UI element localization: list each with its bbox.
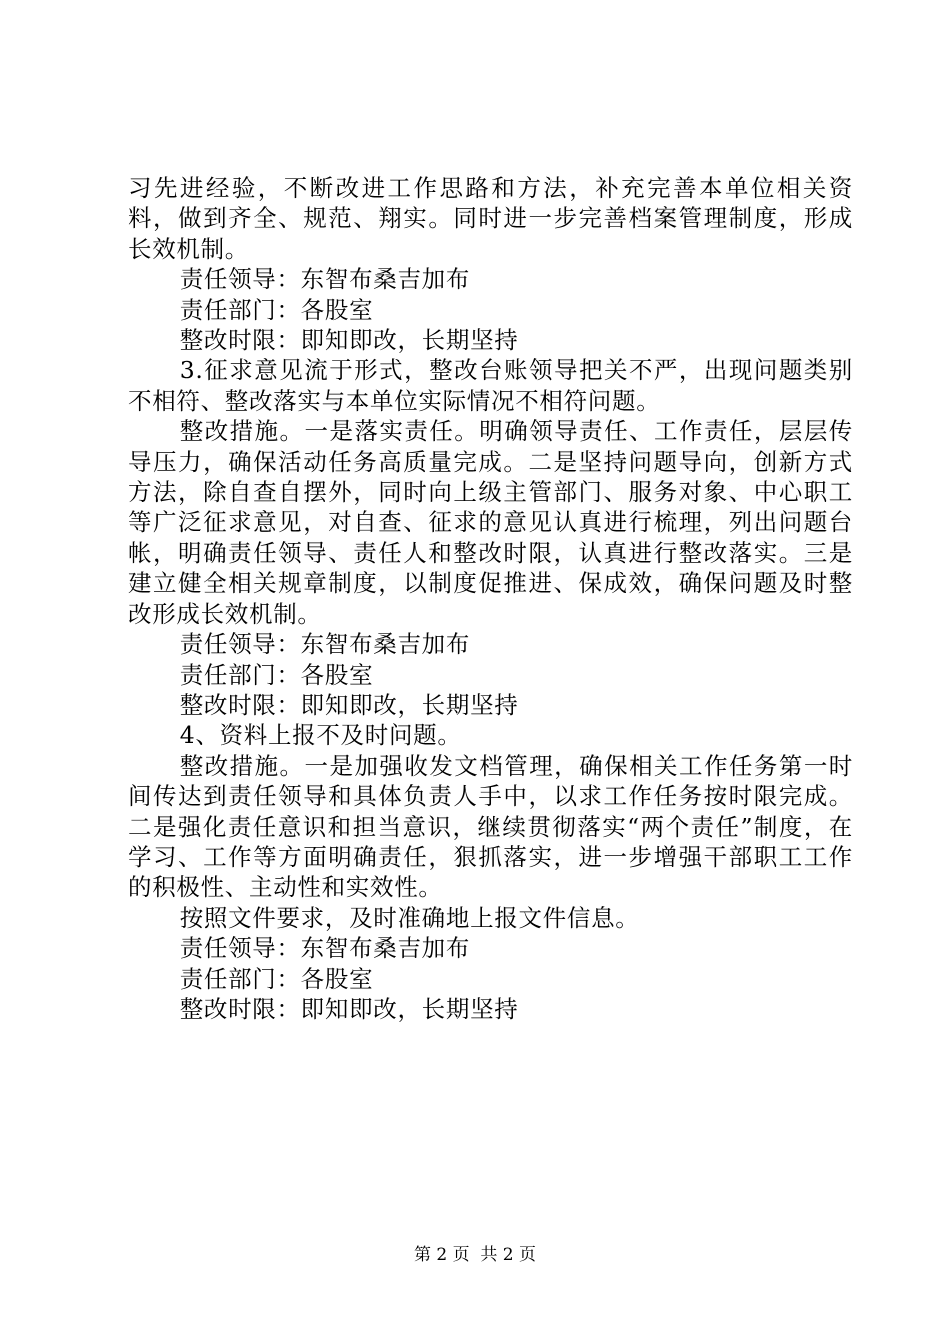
responsible-leader-line: 责任领导：东智布桑吉加布 bbox=[179, 265, 471, 294]
rectification-deadline-line: 整改时限：即知即改，长期坚持 bbox=[179, 994, 519, 1023]
issue-3-measures: 整改措施。一是落实责任。明确领导责任、工作责任，层层传导压力，确保活动任务高质量完成。二是坚持问题导向，创新方式方法，除自查自摆外，同时向上级主管部门、服务对象、中心职工等广泛征求意见，对自查、征求的意见认真进行梳理，列出问题台帐，明确责任领导、责任人和整改时限，认真进行整改落实。三是建立健全相关规章制度，以制度促推进、保成效，确保问题及时整改形成长效机制。 bbox=[128, 417, 853, 628]
responsible-leader-line: 责任领导：东智布桑吉加布 bbox=[179, 934, 471, 963]
page-footer: 第 2 页 共 2 页 bbox=[413, 1245, 537, 1265]
responsible-leader-line: 责任领导：东智布桑吉加布 bbox=[179, 630, 471, 659]
issue-4-heading: 4、资料上报不及时问题。 bbox=[179, 721, 462, 750]
issue-3-heading: 3.征求意见流于形式，整改台账领导把关不严，出现问题类别不相符、整改落实与本单位实际情况不相符问题。 bbox=[128, 356, 853, 415]
rectification-deadline-line: 整改时限：即知即改，长期坚持 bbox=[179, 326, 519, 355]
paragraph-continuation: 习先进经验，不断改进工作思路和方法，补充完善本单位相关资料，做到齐全、规范、翔实。同时进一步完善档案管理制度，形成长效机制。 bbox=[128, 174, 853, 263]
responsible-department-line: 责任部门：各股室 bbox=[179, 660, 374, 689]
issue-4-measures: 整改措施。一是加强收发文档管理，确保相关工作任务第一时间传达到责任领导和具体负责人手中，以求工作任务按时限完成。二是强化责任意识和担当意识，继续贯彻落实“两个责任”制度，在学习、工作等方面明确责任，狠抓落实，进一步增强干部职工工作的积极性、主动性和实效性。 bbox=[128, 751, 853, 902]
responsible-department-line: 责任部门：各股室 bbox=[179, 964, 374, 993]
issue-4-measures-extra: 按照文件要求，及时准确地上报文件信息。 bbox=[179, 903, 640, 932]
rectification-deadline-line: 整改时限：即知即改，长期坚持 bbox=[179, 690, 519, 719]
document-body bbox=[128, 173, 853, 1024]
responsible-department-line: 责任部门：各股室 bbox=[179, 295, 374, 324]
